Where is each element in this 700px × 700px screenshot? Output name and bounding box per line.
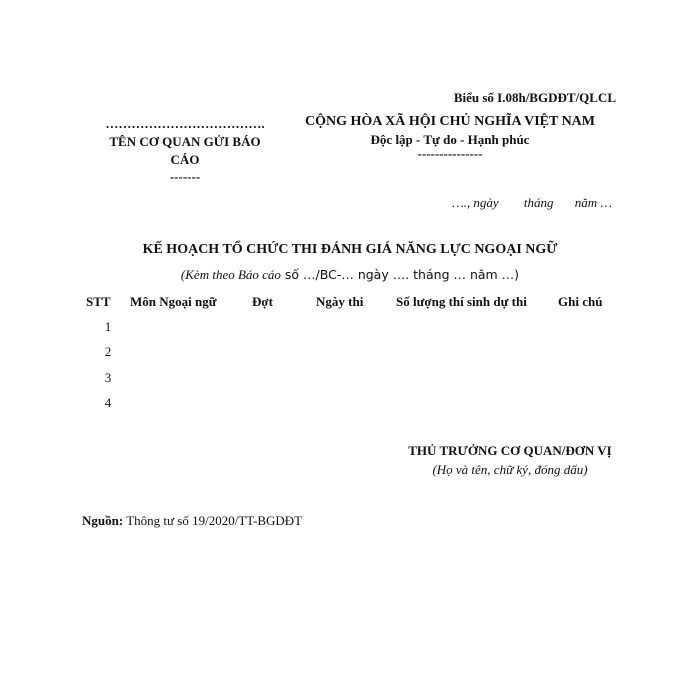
row-subject: [130, 365, 252, 391]
agency-dots: ……………………………….: [105, 116, 265, 131]
row-notes: [558, 391, 618, 417]
row-candidate-count: [396, 314, 558, 340]
subtitle-rest: số …/BC-… ngày …. tháng … năm …): [280, 267, 520, 282]
table-row: [86, 365, 618, 391]
source-note: [82, 513, 302, 529]
table-row: [86, 340, 618, 366]
table-header-row: [86, 290, 618, 314]
signature-block: [360, 443, 660, 478]
row-exam-date: [316, 314, 396, 340]
date-month: tháng: [523, 195, 554, 210]
row-stt: 3: [104, 369, 112, 385]
date-line: [452, 195, 612, 211]
header-exam-date: Ngày thi: [316, 294, 364, 309]
row-stt: 1: [104, 318, 112, 334]
document-title: KẾ HOẠCH TỔ CHỨC THI ĐÁNH GIÁ NĂNG LỰC NGOẠI NGỮ: [142, 242, 558, 257]
row-candidate-count: [396, 391, 558, 417]
header-stt: STT: [86, 294, 111, 309]
row-subject: [130, 391, 252, 417]
row-exam-date: [316, 365, 396, 391]
row-subject: [130, 340, 252, 366]
header-round: Đợt: [252, 294, 273, 309]
row-round: [252, 391, 316, 417]
date-day: …., ngày: [452, 195, 499, 210]
row-subject: [130, 314, 252, 340]
nation-title: CỘNG HÒA XÃ HỘI CHỦ NGHĨA VIỆT NAM: [304, 114, 595, 129]
exam-plan-table: [86, 290, 618, 416]
sender-agency-block: [95, 116, 275, 185]
row-notes: [558, 314, 618, 340]
subtitle-italic: (Kèm theo Báo cáo: [180, 267, 281, 282]
signature-title: THỦ TRƯỞNG CƠ QUAN/ĐƠN VỊ: [408, 443, 612, 458]
table-row: [86, 391, 618, 417]
source-text: Thông tư số 19/2020/TT-BGDĐT: [123, 513, 303, 528]
nation-motto: Độc lập - Tự do - Hạnh phúc: [370, 132, 530, 147]
motto-rule: ---------------: [417, 146, 483, 161]
row-round: [252, 340, 316, 366]
source-label: Nguồn:: [82, 513, 124, 528]
header-subject: Môn Ngoại ngữ: [130, 294, 217, 309]
row-stt: 4: [104, 395, 112, 411]
agency-name: TÊN CƠ QUAN GỬI BÁO CÁO: [109, 134, 261, 167]
date-year: năm …: [574, 195, 612, 210]
row-exam-date: [316, 391, 396, 417]
row-notes: [558, 340, 618, 366]
row-candidate-count: [396, 340, 558, 366]
form-code: Biểu số I.08h/BGDĐT/QLCL: [453, 90, 616, 105]
agency-dashes: -------: [169, 169, 201, 184]
header-notes: Ghi chú: [558, 294, 603, 309]
national-header: [295, 114, 605, 162]
table-row: [86, 314, 618, 340]
header-candidate-count: Số lượng thí sinh dự thi: [396, 294, 527, 309]
row-stt: 2: [104, 344, 112, 360]
document-subtitle: [0, 267, 700, 283]
row-round: [252, 314, 316, 340]
row-candidate-count: [396, 365, 558, 391]
signature-note: (Họ và tên, chữ ký, đóng dấu): [432, 462, 588, 477]
row-notes: [558, 365, 618, 391]
row-exam-date: [316, 340, 396, 366]
row-round: [252, 365, 316, 391]
